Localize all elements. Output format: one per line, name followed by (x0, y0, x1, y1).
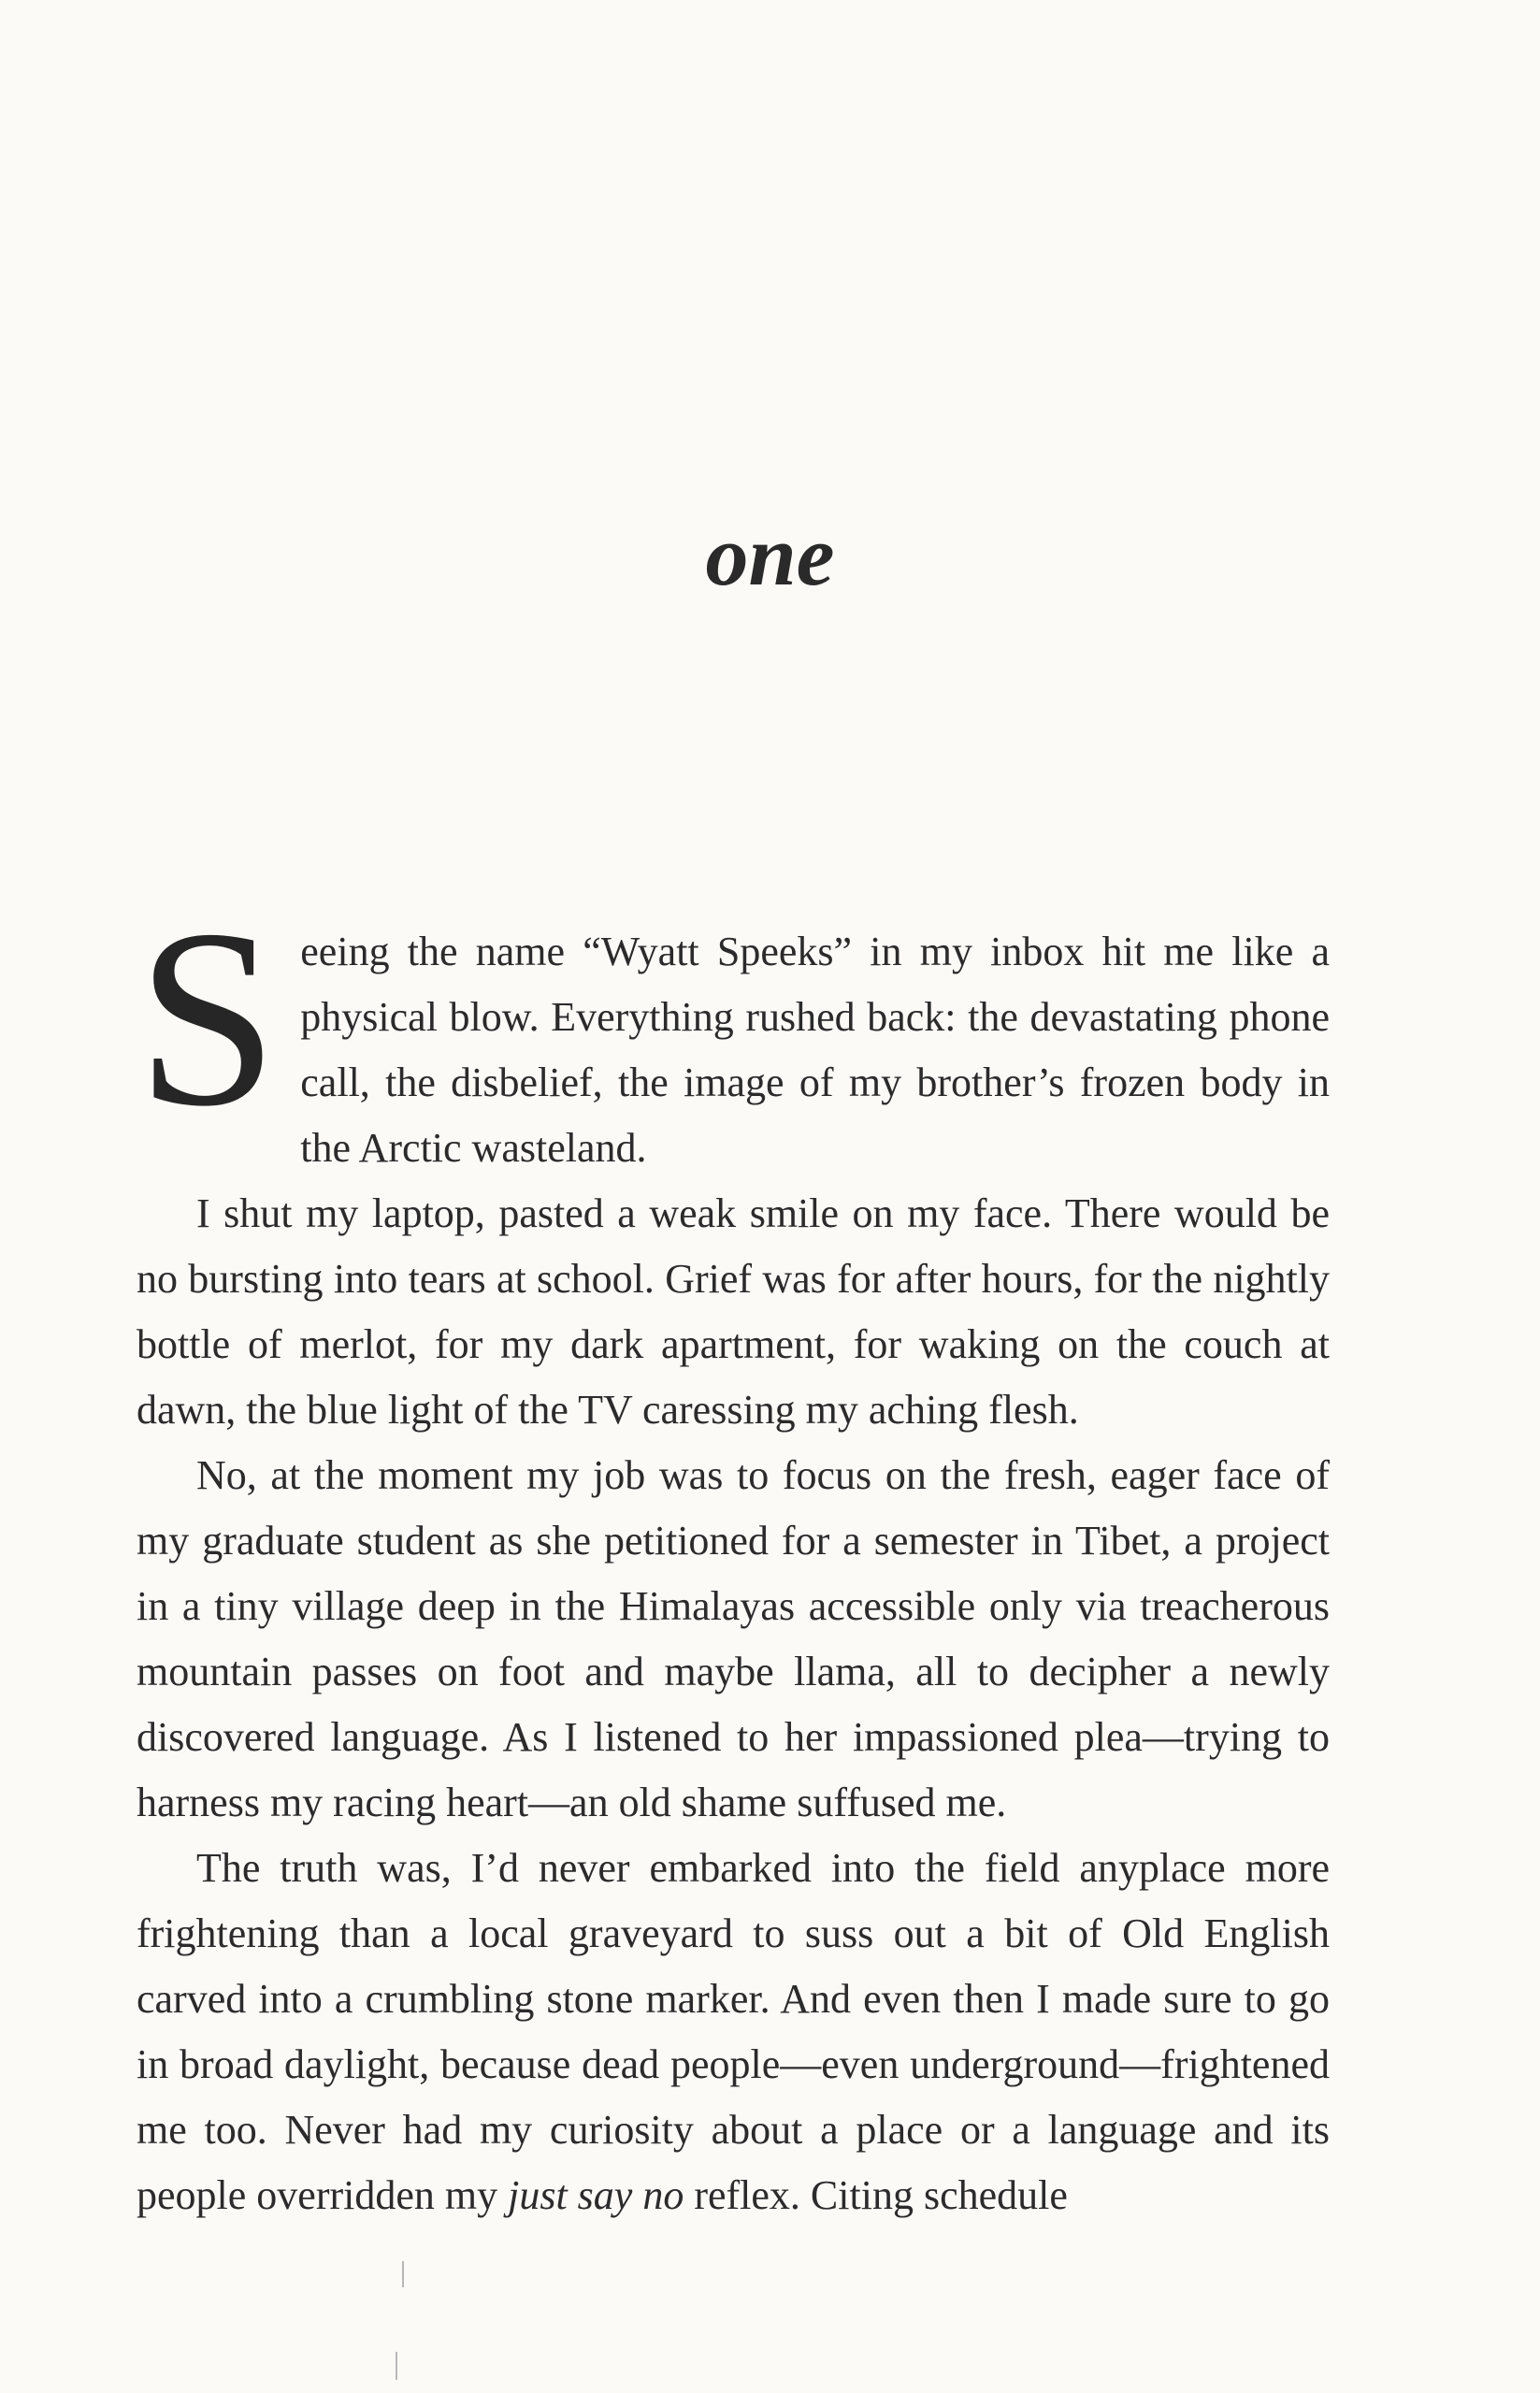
paragraph-3: No, at the moment my job was to focus on the fresh, eager face of my graduate student as she petitioned for a semester in Tibet, a project in a tiny village deep in the Himalayas accessible only via treacherous mountain passes on foot and maybe llama, all to decipher a newly discovered language. As I listened to her impassioned plea—trying to harness my racing heart—an old shame suffused me. (137, 1452, 1330, 1825)
chapter-body (137, 877, 1330, 2228)
chapter-title: one (705, 508, 835, 603)
paragraph-1-text: eeing the name “Wyatt Speeks” in my inbox hit me like a physical blow. Everything rushed back: the devastating phone call, the disbelief, the image of my brother’s frozen body in the Arctic wasteland. (300, 929, 1330, 1171)
scan-mark (396, 2352, 397, 2380)
paragraph-4 (137, 1836, 1330, 2228)
paragraph-1 (137, 877, 1330, 1181)
scan-mark (402, 2261, 404, 2287)
paragraph-2: I shut my laptop, pasted a weak smile on my face. There would be no bursting into tears at school. Grief was for after hours, for the nightly bottle of merlot, for my dark apartment, for waking on the couch at dawn, the blue light of the TV caressing my aching flesh. (137, 1190, 1330, 1433)
drop-cap: S (137, 877, 279, 1159)
italic-phrase: just say no (508, 2172, 684, 2218)
paragraph-4-end: reflex. Citing schedule (694, 2172, 1068, 2218)
paragraph-4-text: The truth was, I’d never embarked into the field anyplace more frightening than a local graveyard to suss out a bit of Old English carved into a crumbling stone marker. And even then I made sure to go in broad daylight, because dead people—even underground—frightened me too. Never had my curiosity about a place or a language and its people overridden my (137, 1845, 1330, 2218)
